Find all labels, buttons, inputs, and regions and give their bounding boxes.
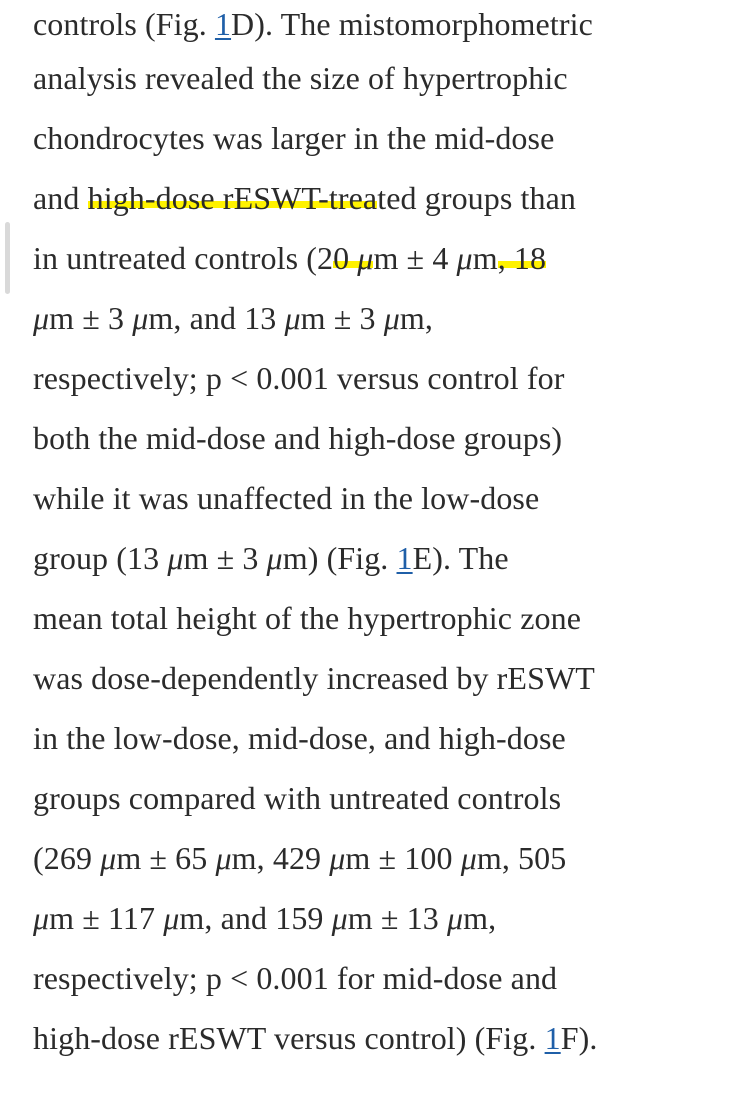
text-line [33, 1008, 733, 1068]
text-line [33, 528, 733, 588]
text-line [33, 348, 733, 408]
text-line [33, 228, 733, 288]
text-line [33, 168, 733, 228]
article-body [33, 0, 733, 1068]
text-segment: (269 [33, 840, 101, 876]
text-segment: μ [33, 300, 50, 336]
text-segment: μ [329, 840, 346, 876]
text-segment: in untreated controls (2 [33, 240, 334, 276]
text-segment: chondrocytes was larger in the mid-dose [33, 120, 555, 156]
highlighted-text: , 18 [497, 240, 547, 276]
figure-link[interactable]: 1 [214, 6, 232, 42]
text-segment: μ [215, 840, 232, 876]
text-segment: group (13 [33, 540, 168, 576]
text-line [33, 0, 733, 48]
text-segment: while it was unaffected in the low-dose [33, 480, 540, 516]
text-segment: m, and 159 [179, 900, 332, 936]
text-segment: in the low-dose, mid-dose, and high-dose [33, 720, 566, 756]
text-segment: μ [446, 900, 464, 936]
text-line [33, 468, 733, 528]
text-line [33, 708, 733, 768]
text-segment: m ± 4 [373, 240, 457, 276]
text-segment: μ [100, 840, 117, 876]
text-line [33, 648, 733, 708]
text-segment: μ [456, 240, 473, 276]
text-segment: m, 429 [231, 840, 330, 876]
text-segment: m ± 13 [347, 900, 447, 936]
highlighted-text: high-dose rESWT-trea [87, 180, 378, 216]
text-line [33, 768, 733, 828]
text-segment: m ± 65 [116, 840, 216, 876]
text-segment: μ [331, 900, 348, 936]
text-segment: μ [284, 300, 301, 336]
text-segment: analysis revealed the size of hypertrophic [33, 60, 568, 96]
figure-link[interactable]: 1 [396, 540, 413, 576]
text-segment: both the mid-dose and high-dose groups) [33, 420, 563, 456]
text-segment: m, [399, 300, 433, 336]
text-segment: m, [463, 900, 497, 936]
text-segment: controls (Fig. [33, 6, 215, 42]
text-line [33, 588, 733, 648]
text-segment: μ [132, 300, 149, 336]
text-segment: m ± 3 [300, 300, 384, 336]
text-line [33, 408, 733, 468]
text-segment: m ± 3 [49, 300, 133, 336]
text-segment: high-dose rESWT versus control) (Fig. [33, 1020, 545, 1056]
highlighted-text: 0 [333, 240, 358, 276]
figure-link[interactable]: 1 [544, 1020, 561, 1056]
scroll-indicator[interactable] [5, 222, 10, 294]
text-line [33, 828, 733, 888]
text-segment: m ± 117 [49, 900, 164, 936]
text-line [33, 888, 733, 948]
text-segment: and [33, 180, 88, 216]
text-segment: m, 505 [476, 840, 567, 876]
text-line [33, 48, 733, 108]
text-segment: respectively; p < 0.001 for mid-dose and [33, 960, 558, 996]
text-segment: m) (Fig. [282, 540, 397, 576]
text-segment: was dose-dependently increased by rESWT [33, 660, 595, 696]
text-line [33, 288, 733, 348]
text-segment: E). The [412, 540, 509, 576]
text-segment: groups compared with untreated controls [33, 780, 562, 816]
text-segment: m ± 3 [183, 540, 267, 576]
text-segment: mean total height of the hypertrophic zone [33, 600, 582, 636]
text-segment: μ [383, 300, 400, 336]
text-segment: μ [460, 840, 477, 876]
text-segment: ted groups than [377, 180, 577, 216]
text-segment: D). The mistomorphometric [231, 6, 593, 42]
text-segment: respectively; p < 0.001 versus control for [33, 360, 565, 396]
text-segment: μ [33, 900, 50, 936]
text-segment: m [472, 240, 498, 276]
text-segment: m ± 100 [345, 840, 461, 876]
highlighted-text: μ [357, 240, 374, 276]
text-segment: F). [560, 1020, 598, 1056]
text-segment: μ [163, 900, 180, 936]
text-segment: m, and 13 [148, 300, 285, 336]
text-line [33, 108, 733, 168]
text-segment: μ [266, 540, 283, 576]
text-segment: μ [167, 540, 184, 576]
text-line [33, 948, 733, 1008]
